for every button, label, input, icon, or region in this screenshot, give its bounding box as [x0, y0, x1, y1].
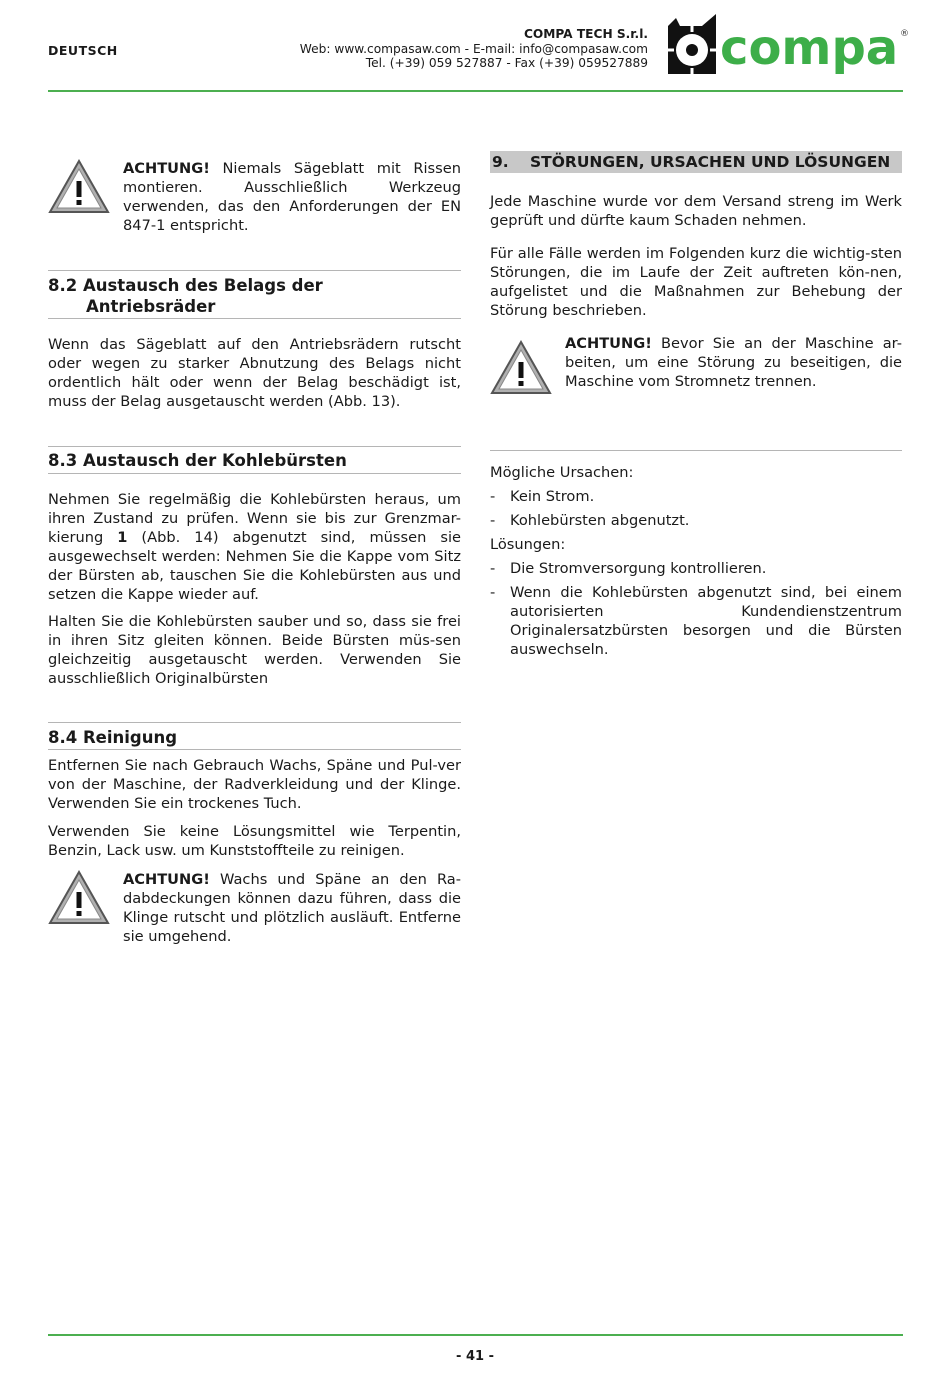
language-label: DEUTSCH [48, 43, 118, 58]
section-title-8-2 [48, 275, 461, 317]
section-rule [48, 318, 461, 319]
section-rule [48, 722, 461, 723]
paragraph: Halten Sie die Kohlebürsten sauber und so, dass sie frei in ihren Sitz gleiten können. Beide Bürsten müs-sen gleichzeitig ausgetauscht werden. Verwenden Sie ausschließlich Originalbürsten [48, 613, 461, 687]
troubleshooting-block [490, 463, 902, 659]
warning-label: ACHTUNG! [565, 335, 652, 352]
footer-rule [48, 1334, 903, 1336]
compa-logo [668, 12, 910, 78]
section-title-line: 8.2 Austausch des Belags der [48, 276, 323, 295]
page-number: - 41 - [456, 1349, 494, 1364]
paragraph: Nehmen Sie regelmäßig die Kohlebürsten heraus, um ihren Zustand zu prüfen. Wenn sie bis zur Grenzmar-kierung 1 (Abb. 14) abgenutzt sind, müssen sie ausgewechselt werden: Nehmen Sie die Kappe vom Sitz der Bürsten ab, tauschen Sie die Kohlebürsten aus und setzen die Kappe wieder auf. [48, 491, 461, 603]
list-item: - Die Stromversorgung kontrollieren. [490, 559, 902, 578]
warning-text [123, 159, 461, 235]
solutions-label: Lösungen: [490, 536, 566, 553]
section-title-text: STÖRUNGEN, URSACHEN UND LÖSUNGEN [530, 153, 891, 171]
warning-text [565, 334, 902, 391]
causes-label: Mögliche Ursachen: [490, 464, 634, 481]
section-rule [48, 749, 461, 750]
section-rule [48, 473, 461, 474]
section-rule [48, 270, 461, 271]
warning-text [123, 870, 461, 946]
warning-label: ACHTUNG! [123, 871, 210, 888]
list-item: - Wenn die Kohlebürsten abgenutzt sind, bei einem autorisierten Kundendienstzentrum Originalersatzbürsten besorgen und die Bürsten auswechseln. [490, 583, 902, 659]
warning-body: Wachs und Späne an den Ra-dabdeckungen können dazu führen, dass die Klinge rutscht und plötzlich ausläuft. Entferne sie umgehend. [123, 871, 461, 945]
warning-box-blade [48, 159, 461, 239]
company-web-email: Web: www.compasaw.com - E-mail: info@compasaw.com [299, 41, 648, 56]
causes-list [490, 487, 902, 530]
header-rule [48, 90, 903, 92]
section-number: 9. [492, 153, 509, 171]
paragraph: Verwenden Sie keine Lösungsmittel wie Terpentin, Benzin, Lack usw. um Kunststoffteile zu reinigen. [48, 823, 461, 859]
section-rule [48, 446, 461, 447]
warning-box-cleaning [48, 870, 461, 950]
paragraph: Für alle Fälle werden im Folgenden kurz die wichtig-sten Störungen, die im Laufe der Zeit auftreten kön-nen, aufgelistet und die Maßnahmen zur Behebung der Störung beschrieben. [490, 245, 902, 319]
paragraph: Jede Maschine wurde vor dem Versand streng im Werk geprüft und dürfte kaum Schaden nehmen. [490, 193, 902, 229]
warning-triangle-icon [490, 340, 552, 396]
section-rule [490, 450, 902, 451]
section-title-8-3: 8.3 Austausch der Kohlebürsten [48, 451, 347, 470]
list-item: - Kein Strom. [490, 487, 902, 506]
warning-body: Bevor Sie an der Maschine ar-beiten, um eine Störung zu beseitigen, die Maschine vom Stromnetz trennen. [565, 335, 902, 390]
paragraph: Entfernen Sie nach Gebrauch Wachs, Späne und Pul-ver von der Maschine, der Radverkleidung und der Klinge. Verwenden Sie ein trockenes Tuch. [48, 757, 461, 812]
warning-box-power [490, 334, 902, 404]
logo-wordmark: compa [720, 20, 899, 76]
solutions-list [490, 559, 902, 659]
paragraph: Wenn das Sägeblatt auf den Antriebsrädern rutscht oder wegen zu starker Abnutzung des Belags nicht ordentlich hält oder wenn der Belag beschädigt ist, muss der Belag ausgetauscht werden (Abb. 13). [48, 336, 461, 410]
warning-label: ACHTUNG! [123, 160, 210, 177]
warning-body: Niemals Sägeblatt mit Rissen montieren. Ausschließlich Werkzeug verwenden, das den Anforderungen der EN 847-1 entspricht. [123, 160, 461, 234]
company-name: COMPA TECH S.r.l. [523, 27, 648, 41]
company-phone-fax: Tel. (+39) 059 527887 - Fax (+39) 059527889 [365, 56, 648, 70]
registered-mark: ® [900, 29, 909, 39]
warning-triangle-icon [48, 159, 110, 215]
section-title-8-4: 8.4 Reinigung [48, 728, 178, 747]
section-title-line: Antriebsräder [86, 297, 216, 316]
section-title-9 [490, 151, 902, 173]
warning-triangle-icon [48, 870, 110, 926]
list-item: - Kohlebürsten abgenutzt. [490, 511, 902, 530]
company-contact [300, 27, 648, 71]
saw-blade-icon [668, 14, 716, 74]
